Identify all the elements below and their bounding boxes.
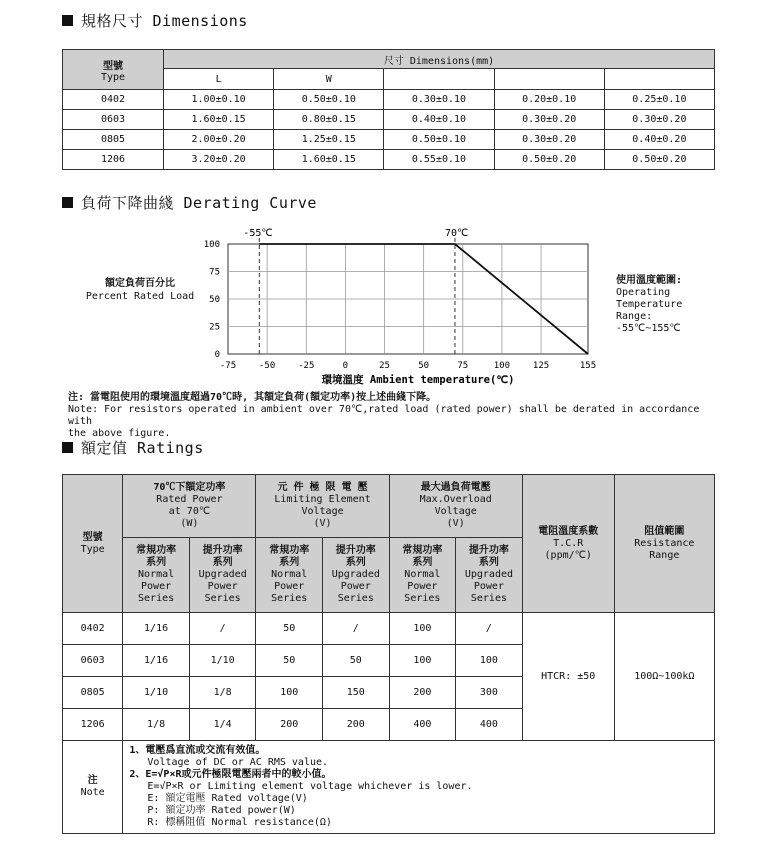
ratings-type-header: 型號 Type <box>63 475 123 613</box>
derating-note: 注: 當電阻使用的環境溫度超過70℃時, 其額定負荷(額定功率)按上述曲綫下降。 Note: For resistors operated in ambient over 70℃,rated load (rated power) shall be derated in accordance with the above figure. <box>68 392 700 439</box>
table-row: 0603 1/16 1/10 50 50 100 100 <box>63 645 715 677</box>
sub-upgraded-header: 提升功率 系列 Upgraded Power Series <box>322 538 389 613</box>
operating-range-label: 使用溫度範圍: Operating Temperature Range: -55℃~155℃ <box>616 275 683 334</box>
y-axis-label: 額定負荷百分比 Percent Rated Load <box>85 278 195 302</box>
derating-title: 負荷下降曲綫 Derating Curve <box>62 192 317 213</box>
table-row: 1206 3.20±0.20 1.60±0.15 0.55±0.10 0.50±0.20 0.50±0.20 <box>63 150 715 170</box>
tcr-value: HTCR: ±50 <box>522 613 614 741</box>
dimensions-table <box>62 49 715 170</box>
square-bullet-icon <box>62 442 73 453</box>
note-row <box>63 741 715 834</box>
sub-normal-header: 常規功率 系列 Normal Power Series <box>389 538 455 613</box>
y-tick-label: 25 <box>209 322 220 333</box>
ratings-title: 額定值 Ratings <box>62 437 204 458</box>
sub-normal-header: 常規功率 系列 Normal Power Series <box>256 538 322 613</box>
dimensions-title: 規格尺寸 Dimensions <box>62 10 248 31</box>
square-bullet-icon <box>62 15 73 26</box>
x-tick-label: 0 <box>342 361 349 371</box>
subheader-4 <box>494 69 604 90</box>
sub-normal-header: 常規功率 系列 Normal Power Series <box>123 538 189 613</box>
x-tick-label: -75 <box>219 361 237 371</box>
x-tick-label: 50 <box>418 361 430 371</box>
x-tick-label: 155 <box>579 361 597 371</box>
range-header: 阻值範圍 Resistance Range <box>614 475 714 613</box>
table-row: 0603 1.60±0.15 0.80±0.15 0.40±0.10 0.30±0.20 0.30±0.20 <box>63 110 715 130</box>
subheader-5 <box>604 69 714 90</box>
y-tick-label: 75 <box>209 267 220 278</box>
table-row: 0805 1/10 1/8 100 150 200 300 <box>63 677 715 709</box>
square-bullet-icon <box>62 197 73 208</box>
dimensions-header: 尺寸 Dimensions(mm) <box>164 50 715 69</box>
overload-voltage-header: 最大過負荷電壓 Max.Overload Voltage (V) <box>389 475 522 538</box>
marker-left-label: -55℃ <box>243 228 273 239</box>
tcr-header: 電阻溫度系數 T.C.R (ppm/℃) <box>522 475 614 613</box>
note-content: 1、電壓爲直流或交流有效值。 Voltage of DC or AC RMS value. 2、E=√P×R或元件極限電壓兩者中的較小值。 E=√P×R or Limiting element voltage whichever is lower. E: 額定電壓 Rated voltage(V) P: 額定功率 Rated power(W) R: 標稱阻值 Normal resistance(Ω) <box>123 741 715 834</box>
subheader-3 <box>384 69 494 90</box>
rated-power-header: 70℃下額定功率 Rated Power at 70℃ (W) <box>123 475 256 538</box>
y-tick-label: 50 <box>209 295 220 305</box>
table-row: 1206 1/8 1/4 200 200 400 400 <box>63 709 715 741</box>
derating-chart <box>0 220 775 390</box>
x-tick-label: 100 <box>493 361 511 371</box>
limiting-voltage-header: 元 件 極 限 電 壓 Limiting Element Voltage (V) <box>256 475 389 538</box>
table-row: 0402 1/16 / 50 / 100 / HTCR: ±50 100Ω~100kΩ <box>63 613 715 645</box>
x-tick-label: 75 <box>457 361 469 371</box>
ratings-table <box>62 474 715 834</box>
y-tick-label: 100 <box>203 240 220 250</box>
range-value: 100Ω~100kΩ <box>614 613 714 741</box>
x-tick-label: -50 <box>258 361 276 371</box>
table-row: 0402 1.00±0.10 0.50±0.10 0.30±0.10 0.20±0.10 0.25±0.10 <box>63 90 715 110</box>
x-axis-label: 環境溫度 Ambient temperature(℃) <box>321 374 515 386</box>
sub-upgraded-header: 提升功率 系列 Upgraded Power Series <box>456 538 523 613</box>
type-header: 型號 Type <box>63 50 164 90</box>
x-tick-label: 25 <box>379 361 390 371</box>
marker-right-label: 70℃ <box>444 228 469 239</box>
note-header: 注 Note <box>63 741 123 834</box>
x-tick-label: 125 <box>532 361 550 371</box>
sub-upgraded-header: 提升功率 系列 Upgraded Power Series <box>189 538 256 613</box>
x-tick-label: -25 <box>298 361 315 371</box>
table-row: 0805 2.00±0.20 1.25±0.15 0.50±0.10 0.30±0.20 0.40±0.20 <box>63 130 715 150</box>
subheader-l: L <box>164 69 274 90</box>
subheader-w: W <box>274 69 384 90</box>
y-tick-label: 0 <box>214 350 220 360</box>
